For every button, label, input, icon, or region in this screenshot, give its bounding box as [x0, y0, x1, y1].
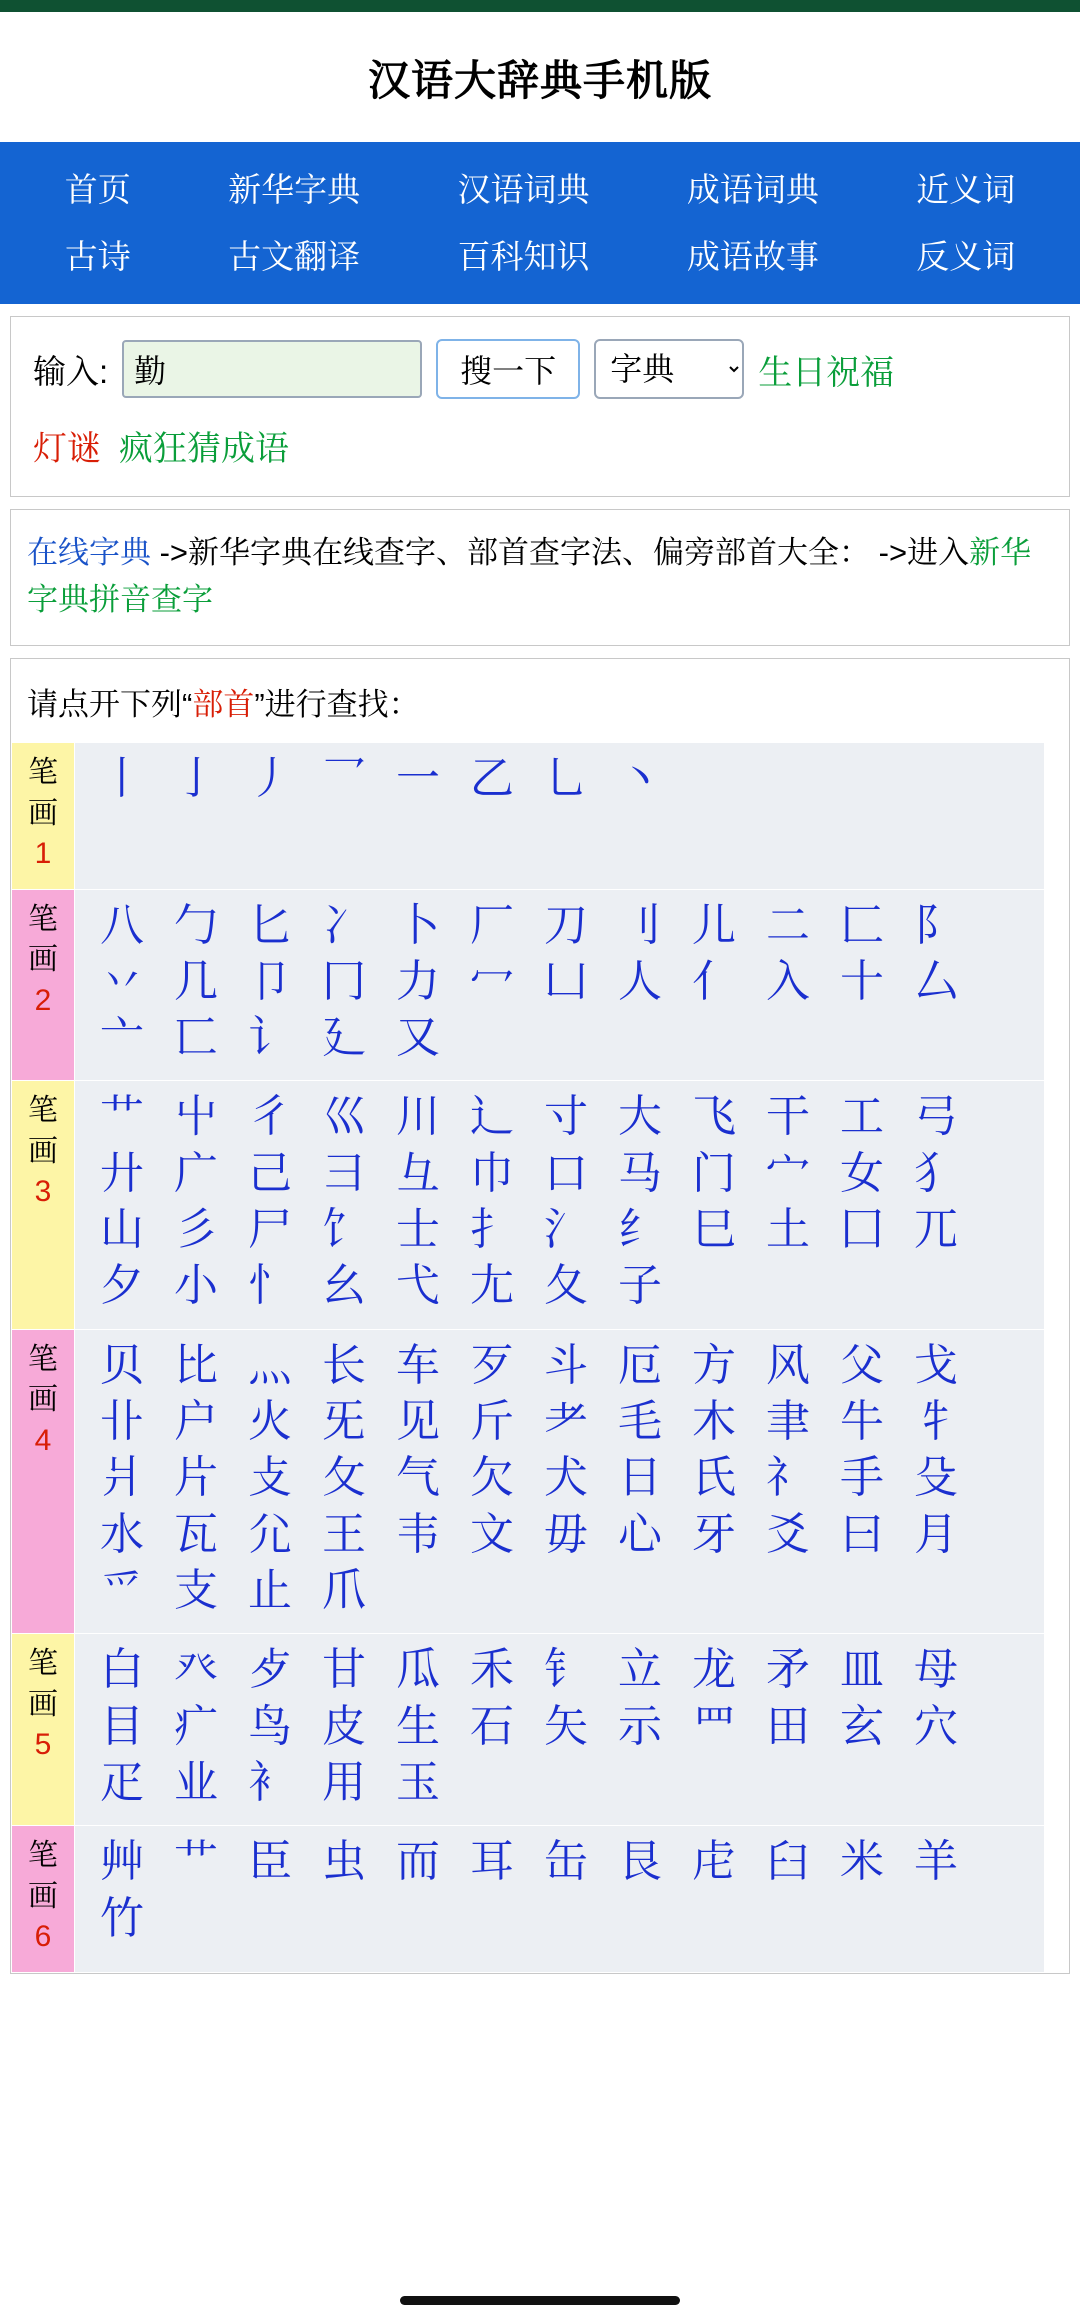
stroke-label-char: 画 [28, 1687, 58, 1721]
radical-link[interactable]: 尢 [470, 1260, 514, 1312]
stroke-count-number: 3 [34, 1175, 52, 1209]
extra-links-row [33, 421, 1047, 470]
radical-link[interactable]: 长 [322, 1339, 366, 1391]
radical-link[interactable]: 亅 [174, 753, 218, 804]
stroke-count-cell [12, 1826, 75, 1973]
radical-link[interactable]: 虍 [692, 1836, 736, 1888]
radical-link[interactable]: 二 [766, 899, 810, 951]
radical-link[interactable]: 皿 [840, 1644, 884, 1696]
pinyin-lookup-link[interactable]: 新华字典拼音查字 [27, 535, 1032, 617]
radical-link[interactable]: 癶 [174, 1644, 218, 1696]
nav-item-ancient-poetry[interactable]: 古诗 [64, 238, 131, 275]
radical-link[interactable]: 业 [174, 1756, 218, 1808]
radical-link[interactable]: 丶 [618, 753, 662, 804]
radical-link[interactable]: 车 [396, 1339, 440, 1391]
radical-link[interactable]: 甘 [322, 1644, 366, 1696]
radical-link[interactable]: 彐 [322, 1147, 366, 1199]
radical-link[interactable]: 彡 [174, 1204, 218, 1256]
radical-link[interactable]: 冖 [470, 955, 514, 1007]
radical-link[interactable]: 曰 [840, 1508, 884, 1560]
radical-link[interactable]: 毋 [544, 1508, 588, 1560]
home-indicator [0, 2296, 1080, 2305]
radical-chip-cell [75, 1081, 1045, 1329]
radical-stroke-row [12, 1634, 1045, 1826]
radical-link[interactable]: 凵 [544, 955, 588, 1007]
nav-item-classical-translation[interactable]: 古文翻译 [228, 238, 361, 275]
page-title: 汉语大辞典手机版 [367, 57, 712, 104]
radical-stroke-row [12, 1329, 1045, 1634]
radical-link[interactable]: 礻 [766, 1452, 810, 1504]
radical-link[interactable]: 士 [396, 1204, 440, 1256]
radical-link[interactable]: 毛 [618, 1396, 662, 1447]
radical-link[interactable]: 丷 [100, 955, 144, 1007]
stroke-label-char: 笔 [28, 1094, 58, 1128]
radical-link[interactable]: 尸 [248, 1204, 292, 1256]
radical-link[interactable]: 爿 [100, 1452, 144, 1504]
radical-link[interactable]: 厶 [914, 955, 958, 1007]
radical-link[interactable]: 斤 [470, 1396, 514, 1447]
nav-item-idiom-stories[interactable]: 成语故事 [686, 238, 819, 275]
nav-item-xinhua-dict[interactable]: 新华字典 [228, 171, 361, 208]
radical-link[interactable]: 寸 [544, 1091, 588, 1143]
radical-link[interactable]: 艮 [618, 1836, 662, 1888]
home-indicator-pill [400, 2296, 680, 2305]
radical-link[interactable]: 见 [396, 1396, 440, 1447]
radical-link[interactable]: 艸 [100, 1836, 144, 1888]
stroke-count-cell [12, 1081, 75, 1329]
radical-instruction [11, 677, 1069, 742]
radical-link[interactable]: 旡 [322, 1396, 366, 1447]
stroke-count-number: 1 [34, 837, 52, 870]
radical-link[interactable]: 田 [766, 1700, 810, 1752]
radical-link[interactable]: 石 [470, 1700, 514, 1752]
radical-link[interactable]: 人 [618, 955, 662, 1007]
radical-link[interactable]: 阝 [914, 899, 958, 951]
radical-link[interactable]: 皮 [322, 1700, 366, 1752]
radical-link[interactable]: 韦 [396, 1508, 440, 1560]
radical-link[interactable]: 冂 [322, 955, 366, 1007]
radical-link[interactable]: 匕 [248, 899, 292, 951]
radical-link[interactable]: 夂 [544, 1260, 588, 1312]
radical-link[interactable]: 罒 [692, 1700, 736, 1752]
radical-link[interactable]: 穴 [914, 1700, 958, 1752]
radical-stroke-row [12, 743, 1045, 890]
nav-item-antonyms[interactable]: 反义词 [916, 238, 1016, 275]
stroke-count-number: 5 [34, 1728, 52, 1762]
radical-link[interactable]: 止 [248, 1564, 292, 1616]
radical-instruction-post: ”进行查找： [254, 687, 420, 722]
radical-link[interactable]: 几 [174, 955, 218, 1007]
radical-link[interactable]: 巾 [470, 1147, 514, 1199]
radical-link[interactable]: 衤 [248, 1756, 292, 1808]
radical-link[interactable]: 幺 [322, 1260, 366, 1312]
radical-link[interactable]: 卜 [396, 899, 440, 951]
radical-link[interactable]: 小 [174, 1260, 218, 1312]
radical-link[interactable]: 戈 [914, 1339, 958, 1391]
radical-chip-list [85, 751, 1034, 807]
stroke-label-char: 笔 [28, 1342, 58, 1376]
radical-link[interactable]: 贝 [100, 1339, 144, 1391]
radical-link[interactable]: 爪 [322, 1564, 366, 1616]
radical-stroke-row [12, 889, 1045, 1081]
radical-link[interactable]: 木 [692, 1396, 736, 1447]
stroke-label-char: 画 [28, 943, 58, 976]
radical-link[interactable]: 灬 [248, 1339, 292, 1391]
search-label: 输入: [33, 352, 109, 390]
search-scope-select[interactable] [594, 339, 744, 399]
radical-link[interactable]: 日 [618, 1452, 662, 1504]
radical-link[interactable]: 耳 [470, 1836, 514, 1888]
radical-link[interactable]: 攵 [322, 1452, 366, 1504]
stroke-count-cell [12, 743, 75, 890]
nav-item-encyclopedia[interactable]: 百科知识 [457, 238, 590, 275]
radical-link[interactable]: 彳 [248, 1091, 292, 1143]
radical-link[interactable]: 目 [100, 1700, 144, 1752]
radical-link[interactable]: 瓜 [396, 1644, 440, 1696]
radical-link[interactable]: 女 [840, 1147, 884, 1199]
stroke-count-number: 6 [34, 1920, 52, 1954]
radical-link[interactable]: 尣 [248, 1508, 292, 1560]
radical-link[interactable]: 欠 [470, 1452, 514, 1504]
radical-link[interactable]: 手 [840, 1452, 884, 1504]
search-row [33, 339, 1047, 399]
radical-link[interactable]: 卩 [248, 955, 292, 1007]
radical-link[interactable]: 疒 [174, 1700, 218, 1752]
radical-link[interactable]: 斗 [544, 1339, 588, 1391]
radical-link[interactable]: 匸 [174, 1012, 218, 1064]
online-dictionary-text-2: ->进入 [870, 535, 970, 570]
radical-link[interactable]: 扌 [470, 1204, 514, 1256]
radical-link[interactable]: 气 [396, 1452, 440, 1504]
radical-chip-cell [75, 743, 1045, 890]
radical-link[interactable]: 用 [322, 1756, 366, 1808]
radical-link[interactable]: 马 [618, 1147, 662, 1199]
stroke-label-char: 笔 [28, 1839, 58, 1873]
radical-instruction-pre: 请点开下列“ [27, 687, 193, 722]
radical-link[interactable]: 卝 [100, 1396, 144, 1447]
radical-link[interactable]: 鸟 [248, 1700, 292, 1752]
radical-link[interactable]: 牜 [914, 1396, 958, 1447]
radical-link[interactable]: 屮 [174, 1091, 218, 1143]
radical-link[interactable]: 冫 [322, 899, 366, 951]
stroke-label-char: 画 [28, 1134, 58, 1168]
radical-link[interactable]: 火 [248, 1396, 292, 1447]
radical-link[interactable]: 纟 [618, 1204, 662, 1256]
radical-link[interactable]: 虫 [322, 1836, 366, 1888]
radical-link[interactable]: 口 [544, 1147, 588, 1199]
radical-link[interactable]: 犭 [914, 1147, 958, 1199]
radical-link[interactable]: 攴 [248, 1452, 292, 1504]
radical-link[interactable]: 儿 [692, 899, 736, 951]
radical-link[interactable]: 牛 [840, 1396, 884, 1447]
radical-link[interactable]: 廴 [322, 1012, 366, 1064]
radical-link[interactable]: 钅 [544, 1644, 588, 1696]
radical-stroke-row [12, 1081, 1045, 1329]
radical-link[interactable]: 牙 [692, 1508, 736, 1560]
radical-link[interactable]: 氵 [544, 1204, 588, 1256]
radical-link[interactable]: 丨 [100, 753, 144, 804]
radical-link[interactable]: 刀 [544, 899, 588, 951]
radical-link[interactable]: 丿 [248, 753, 292, 804]
radical-link[interactable]: 月 [914, 1508, 958, 1560]
radical-link[interactable]: 歺 [248, 1644, 292, 1696]
radical-link[interactable]: 户 [174, 1396, 218, 1447]
radical-link[interactable]: 门 [692, 1147, 736, 1199]
stroke-count-number: 2 [34, 983, 52, 1017]
radical-link[interactable]: 彑 [396, 1147, 440, 1199]
stroke-count-cell [12, 1634, 75, 1826]
search-button[interactable]: 搜一下 [436, 339, 580, 399]
radical-link[interactable]: 心 [618, 1508, 662, 1560]
radical-link[interactable]: 方 [692, 1339, 736, 1391]
radical-link[interactable]: 土 [766, 1204, 810, 1256]
nav-item-chinese-dict[interactable]: 汉语词典 [457, 171, 590, 208]
radical-link[interactable]: 示 [618, 1700, 662, 1752]
radical-link[interactable]: 水 [100, 1508, 144, 1560]
radical-panel [10, 658, 1070, 1974]
page-content [0, 12, 1080, 1974]
nav-item-synonyms[interactable]: 近义词 [916, 171, 1016, 208]
radical-link[interactable]: 入 [766, 955, 810, 1007]
radical-link[interactable]: 片 [174, 1452, 218, 1504]
radical-link[interactable]: 子 [618, 1260, 662, 1312]
radical-link[interactable]: 夕 [100, 1260, 144, 1312]
nav-row-1 [0, 154, 1080, 221]
radical-link[interactable]: 而 [396, 1836, 440, 1888]
radical-link[interactable]: 支 [174, 1564, 218, 1616]
stroke-label-char: 笔 [28, 756, 58, 789]
radical-chip-list [85, 1642, 1034, 1811]
radical-link[interactable]: 干 [766, 1091, 810, 1143]
nav-item-idiom-dict[interactable]: 成语词典 [686, 171, 819, 208]
radical-link[interactable]: 飞 [692, 1091, 736, 1143]
radical-stroke-row [12, 1826, 1045, 1973]
radical-link[interactable]: 疋 [100, 1756, 144, 1808]
stroke-count-cell [12, 1329, 75, 1634]
radical-link[interactable]: 氏 [692, 1452, 736, 1504]
radical-chip-list [85, 1834, 1034, 1947]
nav-item-home[interactable]: 首页 [64, 171, 131, 208]
radical-link[interactable]: 勹 [174, 899, 218, 951]
radical-link[interactable]: 殳 [914, 1452, 958, 1504]
radical-link[interactable]: 羊 [914, 1836, 958, 1888]
radical-link[interactable]: 囗 [840, 1204, 884, 1256]
radical-link[interactable]: 父 [840, 1339, 884, 1391]
radical-link[interactable]: 山 [100, 1204, 144, 1256]
radical-link[interactable]: 禾 [470, 1644, 514, 1696]
radical-link[interactable]: 己 [248, 1147, 292, 1199]
lantern-riddle-link[interactable]: 灯谜 [33, 430, 101, 468]
radical-link[interactable]: 亠 [100, 1012, 144, 1064]
radical-link[interactable]: 饣 [322, 1204, 366, 1256]
radical-link[interactable]: 工 [840, 1091, 884, 1143]
radical-link[interactable]: 白 [100, 1644, 144, 1696]
radical-link[interactable]: 臣 [248, 1836, 292, 1888]
radical-link[interactable]: 乙 [470, 753, 514, 804]
radical-link[interactable]: 立 [618, 1644, 662, 1696]
radical-link[interactable]: 巳 [692, 1204, 736, 1256]
radical-link[interactable]: 风 [766, 1339, 810, 1391]
radical-link[interactable]: 一 [396, 753, 440, 804]
radical-link[interactable]: 艹 [174, 1836, 218, 1888]
radical-chip-cell [75, 1634, 1045, 1826]
radical-link[interactable]: 十 [840, 955, 884, 1007]
radical-link[interactable]: 忄 [248, 1260, 292, 1312]
search-input[interactable] [122, 340, 422, 398]
radical-link[interactable]: 犬 [544, 1452, 588, 1504]
radical-link[interactable]: 矛 [766, 1644, 810, 1696]
radical-link[interactable]: 瓦 [174, 1508, 218, 1560]
radical-link[interactable]: 爻 [766, 1508, 810, 1560]
radical-link[interactable]: 兀 [914, 1204, 958, 1256]
radical-link[interactable]: 八 [100, 899, 144, 951]
radical-link[interactable]: 又 [396, 1012, 440, 1064]
radical-link[interactable]: 讠 [248, 1012, 292, 1064]
radical-link[interactable]: 米 [840, 1836, 884, 1888]
nav-row-2 [0, 221, 1080, 288]
radical-chip-list [85, 1089, 1034, 1314]
crazy-idiom-guess-link[interactable]: 疯狂猜成语 [119, 430, 289, 468]
stroke-label-char: 画 [28, 1879, 58, 1913]
radical-link[interactable]: 玉 [396, 1756, 440, 1808]
radical-link[interactable]: 辶 [470, 1091, 514, 1143]
radical-link[interactable]: 大 [618, 1091, 662, 1143]
radical-link[interactable]: 巛 [322, 1091, 366, 1143]
radical-link[interactable]: 玄 [840, 1700, 884, 1752]
radical-chip-cell [75, 1826, 1045, 1973]
main-navigation [0, 142, 1080, 304]
stroke-label-char: 笔 [28, 1647, 58, 1681]
radical-link[interactable]: 竹 [100, 1892, 144, 1944]
stroke-label-char: 画 [28, 1383, 58, 1417]
radical-link[interactable]: 廾 [100, 1147, 144, 1199]
search-panel [10, 316, 1070, 497]
radical-link[interactable]: 乚 [544, 753, 588, 804]
radical-chip-list [85, 898, 1034, 1067]
radical-link[interactable]: 比 [174, 1339, 218, 1391]
radical-link[interactable]: 矢 [544, 1700, 588, 1752]
stroke-count-number: 4 [34, 1423, 52, 1457]
radical-link[interactable]: 弓 [914, 1091, 958, 1143]
radical-link[interactable]: 广 [174, 1147, 218, 1199]
radical-link[interactable]: 刂 [618, 899, 662, 951]
stroke-label-char: 笔 [28, 902, 58, 936]
radical-link[interactable]: 歹 [470, 1339, 514, 1391]
radical-link[interactable]: 母 [914, 1644, 958, 1696]
radical-stroke-table [11, 742, 1045, 1973]
radical-link[interactable]: 乛 [322, 753, 366, 804]
stroke-label-char: 画 [28, 796, 58, 830]
birthday-wishes-link[interactable]: 生日祝福 [758, 353, 895, 392]
radical-chip-cell [75, 1329, 1045, 1634]
radical-link[interactable]: 弋 [396, 1260, 440, 1312]
radical-link[interactable]: 王 [322, 1508, 366, 1560]
status-bar [0, 0, 1080, 12]
radical-link[interactable]: 文 [470, 1508, 514, 1560]
radical-link[interactable]: 缶 [544, 1836, 588, 1888]
online-dictionary-info [10, 509, 1070, 646]
radical-link[interactable]: 爫 [100, 1564, 144, 1616]
radical-link[interactable]: 亻 [692, 955, 736, 1007]
radical-link[interactable]: 匚 [840, 899, 884, 951]
radical-chip-list [85, 1338, 1034, 1620]
radical-link[interactable]: 厄 [618, 1339, 662, 1391]
radical-chip-cell [75, 889, 1045, 1081]
radical-link[interactable]: 宀 [766, 1147, 810, 1199]
online-dictionary-text-1: ->新华字典在线查字、部首查字法、偏旁部首大全： [151, 535, 871, 570]
radical-link[interactable]: 艹 [100, 1091, 144, 1143]
radical-link[interactable]: 川 [396, 1091, 440, 1143]
online-dictionary-link[interactable]: 在线字典 [27, 535, 151, 570]
radical-link[interactable]: 生 [396, 1700, 440, 1752]
radical-link[interactable]: 聿 [766, 1396, 810, 1447]
radical-link[interactable]: 耂 [544, 1396, 588, 1447]
radical-instruction-keyword: 部首 [192, 687, 255, 722]
radical-link[interactable]: 厂 [470, 899, 514, 951]
radical-link[interactable]: 力 [396, 955, 440, 1007]
stroke-count-cell [12, 889, 75, 1081]
radical-link[interactable]: 龙 [692, 1644, 736, 1696]
radical-link[interactable]: 臼 [766, 1836, 810, 1888]
